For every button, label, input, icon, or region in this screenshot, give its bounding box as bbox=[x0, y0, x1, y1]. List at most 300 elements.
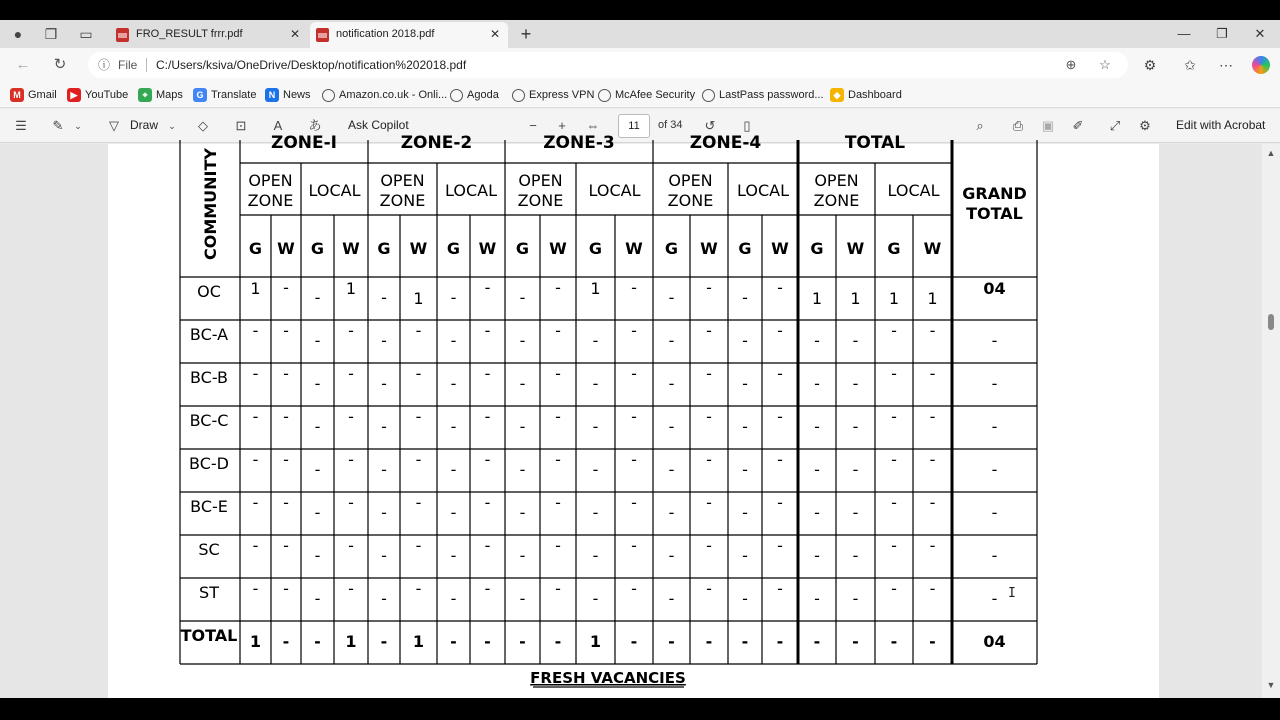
table-cell: - bbox=[555, 493, 561, 512]
table-cell: - bbox=[450, 331, 457, 350]
table-cell: - bbox=[415, 493, 422, 512]
workspaces-icon[interactable]: ❐ bbox=[44, 26, 58, 42]
youtube-icon: ▶ bbox=[67, 88, 81, 102]
table-cell: - bbox=[891, 450, 897, 469]
table-cell: - bbox=[706, 407, 712, 426]
section-title-fresh-vacancies: FRESH VACANCIES bbox=[530, 669, 686, 687]
table-cell: - bbox=[891, 536, 897, 555]
table-cell: - bbox=[668, 374, 675, 393]
table-cell: - bbox=[668, 589, 675, 608]
gw-header: G bbox=[887, 239, 901, 258]
globe-icon bbox=[598, 89, 611, 102]
table-cell: - bbox=[381, 331, 387, 350]
table-cell: - bbox=[668, 331, 675, 350]
highlight-icon[interactable]: ✎ bbox=[52, 118, 64, 133]
pdf-file-icon bbox=[116, 28, 129, 42]
table-cell: - bbox=[631, 278, 637, 297]
bookmark-amazon[interactable]: Amazon.co.uk - Onli... bbox=[322, 87, 447, 103]
rotate-icon[interactable]: ↺ bbox=[704, 118, 716, 133]
scroll-up-icon[interactable]: ▲ bbox=[1266, 148, 1276, 158]
open-zone-header: ZONE bbox=[247, 191, 294, 210]
table-cell: - bbox=[348, 493, 354, 512]
table-grid bbox=[180, 140, 1037, 664]
table-cell: - bbox=[314, 546, 321, 565]
table-cell: - bbox=[852, 546, 859, 565]
table-cell: - bbox=[314, 288, 321, 307]
address-row bbox=[0, 48, 1280, 82]
favorites-icon[interactable]: ✩ bbox=[1184, 57, 1196, 73]
url-text[interactable]: C:/Users/ksiva/OneDrive/Desktop/notification%202018.pdf bbox=[156, 58, 467, 72]
close-icon[interactable]: ✕ bbox=[489, 27, 500, 41]
grand-total-cell: - bbox=[991, 589, 998, 608]
gw-header: G bbox=[310, 239, 325, 258]
table-cell: - bbox=[381, 374, 387, 393]
open-zone-header: OPEN bbox=[248, 171, 293, 190]
grand-total-cell: - bbox=[991, 374, 998, 393]
local-header: LOCAL bbox=[737, 181, 789, 200]
window-close-icon[interactable]: ✕ bbox=[1254, 26, 1266, 41]
table-cell: - bbox=[742, 417, 748, 436]
pdf-viewport[interactable] bbox=[0, 133, 1280, 698]
restore-icon[interactable]: ❐ bbox=[1216, 26, 1228, 41]
table-cell: - bbox=[282, 632, 290, 651]
table-cell: - bbox=[814, 589, 820, 608]
read-aloud-icon[interactable]: A bbox=[273, 118, 283, 133]
fullscreen-icon[interactable]: ⤢ bbox=[1109, 118, 1121, 133]
table-cell: - bbox=[852, 460, 859, 479]
table-cell: - bbox=[668, 503, 675, 522]
grand-total-header: TOTAL bbox=[966, 204, 1023, 223]
row-label: BC-A bbox=[189, 325, 229, 344]
pdf-file-icon bbox=[316, 28, 329, 42]
table-cell: - bbox=[929, 407, 936, 426]
table-cell: - bbox=[706, 536, 712, 555]
table-cell: - bbox=[252, 321, 259, 340]
table-cell: - bbox=[891, 407, 897, 426]
table-cell: - bbox=[929, 321, 936, 340]
table-cell: - bbox=[381, 417, 387, 436]
table-cell: - bbox=[852, 331, 859, 350]
page-number-input[interactable]: 11 bbox=[618, 114, 650, 138]
ask-copilot-button[interactable]: Ask Copilot bbox=[348, 118, 409, 132]
table-cell: 1 bbox=[412, 632, 425, 651]
table-cell: - bbox=[777, 493, 783, 512]
bookmark-gmail[interactable]: M Gmail bbox=[10, 87, 57, 103]
bookmark-lastpass[interactable]: LastPass password... bbox=[702, 87, 824, 103]
browser-window bbox=[0, 20, 1280, 698]
table-cell: - bbox=[314, 460, 321, 479]
table-cell: - bbox=[852, 589, 859, 608]
table-cell: - bbox=[519, 503, 526, 522]
table-cell: - bbox=[314, 632, 321, 651]
bookmark-translate[interactable]: G Translate bbox=[193, 87, 256, 103]
bookmark-express-vpn[interactable]: Express VPN bbox=[512, 87, 594, 103]
table-cell: - bbox=[450, 632, 457, 651]
bookmark-youtube[interactable]: ▶ YouTube bbox=[67, 87, 128, 103]
info-icon[interactable]: ⓘ bbox=[98, 58, 111, 72]
grand-total-cell: 04 bbox=[983, 279, 1006, 298]
row-label: BC-C bbox=[189, 411, 229, 430]
table-cell: - bbox=[592, 417, 599, 436]
table-cell: - bbox=[415, 321, 422, 340]
settings-gear-icon[interactable]: ⚙ bbox=[1139, 118, 1151, 133]
table-cell: - bbox=[484, 278, 491, 297]
table-cell: - bbox=[381, 546, 387, 565]
table-cell: - bbox=[777, 321, 783, 340]
local-header: LOCAL bbox=[887, 181, 940, 200]
table-cell: - bbox=[814, 503, 820, 522]
globe-icon bbox=[450, 89, 463, 102]
gw-header: W bbox=[700, 239, 718, 258]
table-cell: - bbox=[555, 407, 561, 426]
table-cell: 1 bbox=[590, 279, 601, 298]
table-cell: - bbox=[252, 407, 259, 426]
gw-header: W bbox=[342, 239, 360, 258]
table-cell: - bbox=[742, 503, 748, 522]
table-cell: - bbox=[314, 503, 321, 522]
news-icon: N bbox=[265, 88, 279, 102]
table-cell: 1 bbox=[811, 289, 823, 308]
table-cell: - bbox=[519, 331, 526, 350]
table-cell: - bbox=[484, 450, 491, 469]
table-cell: - bbox=[283, 450, 289, 469]
bookmark-dashboard[interactable]: ◆ Dashboard bbox=[830, 87, 902, 103]
extensions-icon[interactable]: ⚙ bbox=[1143, 57, 1157, 73]
table-cell: - bbox=[929, 450, 936, 469]
table-cell: - bbox=[348, 407, 354, 426]
vertical-tabs-icon[interactable]: ▭ bbox=[79, 26, 93, 42]
table-cell: - bbox=[852, 632, 859, 651]
table-cell: - bbox=[631, 493, 637, 512]
save-as-icon[interactable]: ✐ bbox=[1072, 118, 1084, 133]
table-cell: - bbox=[348, 364, 354, 383]
zoom-out-icon[interactable]: − bbox=[529, 118, 537, 133]
table-cell: 1 bbox=[345, 632, 357, 651]
page-count: of 34 bbox=[658, 119, 683, 131]
table-cell: - bbox=[283, 278, 289, 297]
table-cell: - bbox=[631, 364, 637, 383]
table-cell: - bbox=[555, 278, 561, 297]
profile-icon[interactable]: ● bbox=[13, 26, 23, 42]
table-cell: - bbox=[929, 632, 936, 651]
table-cell: - bbox=[852, 374, 859, 393]
table-cell: - bbox=[592, 503, 599, 522]
table-cell: - bbox=[742, 460, 748, 479]
table-cell: - bbox=[348, 450, 354, 469]
row-label: BC-E bbox=[190, 497, 228, 516]
save-icon[interactable]: ▣ bbox=[1041, 118, 1055, 133]
row-label: BC-D bbox=[189, 454, 229, 473]
gw-header: G bbox=[446, 239, 461, 258]
table-cell: - bbox=[484, 493, 491, 512]
table-cell: - bbox=[252, 364, 259, 383]
bookmark-news[interactable]: N News bbox=[265, 87, 311, 103]
table-cell: - bbox=[380, 632, 388, 651]
gw-header: G bbox=[515, 239, 530, 258]
table-cell: - bbox=[484, 407, 491, 426]
table-cell: - bbox=[519, 460, 526, 479]
table-cell: - bbox=[415, 407, 422, 426]
table-cell: - bbox=[668, 546, 675, 565]
gw-header: G bbox=[588, 239, 603, 258]
table-cell: - bbox=[484, 321, 491, 340]
copilot-icon[interactable] bbox=[1252, 56, 1270, 74]
table-cell: - bbox=[381, 589, 387, 608]
bookmark-mcafee[interactable]: McAfee Security bbox=[598, 87, 695, 103]
scheme-label: File bbox=[118, 58, 138, 72]
table-cell: - bbox=[519, 288, 526, 307]
table-cell: - bbox=[519, 374, 526, 393]
table-cell: - bbox=[592, 546, 599, 565]
table-cell: - bbox=[592, 460, 599, 479]
fit-width-icon[interactable]: ⇔ bbox=[586, 118, 600, 133]
table-cell: - bbox=[706, 321, 712, 340]
table-cell: - bbox=[814, 374, 820, 393]
tab-fro-result[interactable] bbox=[110, 22, 308, 48]
table-cell: - bbox=[252, 536, 259, 555]
edit-with-acrobat-button[interactable]: Edit with Acrobat bbox=[1176, 118, 1266, 132]
table-cell: - bbox=[415, 536, 422, 555]
gw-header: W bbox=[625, 239, 643, 258]
open-zone-header: OPEN bbox=[668, 171, 713, 190]
grand-total-cell: - bbox=[991, 460, 998, 479]
row-label: SC bbox=[198, 540, 220, 559]
draw-icon[interactable]: ▽ bbox=[109, 118, 119, 133]
zone-header: ZONE-4 bbox=[689, 133, 762, 153]
table-cell: - bbox=[631, 579, 637, 598]
table-cell: - bbox=[777, 407, 783, 426]
new-tab-plus-icon[interactable]: + bbox=[520, 24, 532, 44]
table-cell: - bbox=[891, 321, 897, 340]
tab-notification-2018[interactable] bbox=[310, 22, 508, 48]
maps-icon: ⌖ bbox=[138, 88, 152, 102]
community-label: COMMUNITY bbox=[201, 147, 220, 261]
open-zone-header: ZONE bbox=[379, 191, 426, 210]
gw-header: W bbox=[549, 239, 567, 258]
table-cell: - bbox=[283, 579, 289, 598]
table-cell: - bbox=[929, 536, 936, 555]
open-zone-header: ZONE bbox=[813, 191, 860, 210]
table-cell: - bbox=[314, 331, 321, 350]
pdf-page bbox=[108, 133, 1159, 704]
table-cell: - bbox=[555, 536, 561, 555]
tab-title: FRO_RESULT frrr.pdf bbox=[136, 28, 243, 40]
translate-icon[interactable]: あ bbox=[308, 118, 322, 133]
zoom-in-icon[interactable]: + bbox=[558, 118, 566, 133]
gw-header: W bbox=[478, 239, 497, 258]
grand-total-cell: 04 bbox=[983, 632, 1006, 651]
table-cell: - bbox=[450, 288, 457, 307]
table-cell: - bbox=[929, 364, 936, 383]
address-bar[interactable] bbox=[88, 52, 1128, 78]
local-header: LOCAL bbox=[588, 181, 641, 200]
table-cell: - bbox=[484, 364, 491, 383]
table-cell: - bbox=[852, 417, 859, 436]
bookmark-agoda[interactable]: Agoda bbox=[450, 87, 499, 103]
table-cell: - bbox=[891, 493, 897, 512]
gmail-icon: M bbox=[10, 88, 24, 102]
table-cell: - bbox=[742, 374, 748, 393]
row-label: TOTAL bbox=[180, 626, 238, 645]
scrollbar-thumb[interactable] bbox=[1268, 314, 1274, 330]
local-header: LOCAL bbox=[445, 181, 497, 200]
draw-label[interactable]: Draw bbox=[130, 118, 159, 132]
table-text bbox=[181, 133, 1027, 651]
contents-list-icon[interactable]: ☰ bbox=[15, 118, 27, 133]
table-cell: - bbox=[381, 460, 387, 479]
open-zone-header: OPEN bbox=[814, 171, 859, 190]
open-zone-header: ZONE bbox=[517, 191, 564, 210]
table-cell: - bbox=[706, 493, 712, 512]
table-cell: - bbox=[777, 536, 783, 555]
zone-header: ZONE-I bbox=[271, 133, 337, 153]
table-cell: 1 bbox=[589, 632, 602, 651]
table-cell: - bbox=[813, 632, 821, 651]
minimize-icon[interactable]: — bbox=[1177, 26, 1191, 41]
table-cell: - bbox=[252, 579, 259, 598]
table-cell: - bbox=[741, 632, 749, 651]
table-cell: - bbox=[592, 374, 599, 393]
table-cell: - bbox=[706, 450, 712, 469]
table-cell: - bbox=[630, 632, 638, 651]
table-cell: - bbox=[314, 374, 321, 393]
table-cell: - bbox=[668, 632, 675, 651]
table-cell: - bbox=[450, 417, 457, 436]
table-cell: - bbox=[777, 278, 783, 297]
gw-header: W bbox=[846, 239, 865, 258]
table-cell: - bbox=[314, 589, 321, 608]
print-icon[interactable]: ⎙ bbox=[1012, 118, 1024, 133]
table-cell: - bbox=[555, 450, 561, 469]
divider bbox=[146, 58, 147, 72]
favorite-star-icon[interactable]: ☆ bbox=[1099, 57, 1111, 72]
table-cell: - bbox=[814, 460, 820, 479]
close-icon[interactable]: ✕ bbox=[289, 27, 300, 41]
table-cell: - bbox=[706, 278, 712, 297]
table-cell: - bbox=[742, 288, 748, 307]
table-cell: - bbox=[415, 364, 422, 383]
table-cell: - bbox=[668, 417, 675, 436]
table-cell: - bbox=[484, 579, 491, 598]
table-cell: - bbox=[891, 364, 897, 383]
gw-header: G bbox=[248, 239, 263, 258]
table-cell: - bbox=[631, 407, 637, 426]
gw-header: G bbox=[738, 239, 752, 258]
eraser-icon[interactable]: ◇ bbox=[198, 118, 208, 133]
table-cell: - bbox=[631, 450, 637, 469]
table-cell: - bbox=[348, 321, 354, 340]
row-label: ST bbox=[199, 583, 219, 602]
zoom-icon[interactable]: ⊕ bbox=[1065, 57, 1077, 72]
chevron-down-icon[interactable]: ⌄ bbox=[168, 121, 176, 131]
table-cell: - bbox=[929, 493, 936, 512]
open-zone-header: OPEN bbox=[380, 171, 425, 190]
table-cell: - bbox=[283, 493, 289, 512]
grand-total-header: GRAND bbox=[962, 184, 1027, 203]
gw-header: W bbox=[277, 239, 295, 258]
table-cell: - bbox=[450, 374, 457, 393]
grand-total-cell: - bbox=[991, 503, 998, 522]
table-cell: - bbox=[252, 450, 259, 469]
refresh-icon[interactable]: ↻ bbox=[53, 56, 67, 73]
table-cell: - bbox=[519, 589, 526, 608]
tab-strip bbox=[0, 20, 1280, 48]
table-cell: - bbox=[705, 632, 713, 651]
back-arrow-icon[interactable]: ← bbox=[15, 56, 31, 73]
search-icon[interactable]: ⌕ bbox=[976, 118, 984, 133]
table-cell: - bbox=[554, 632, 562, 651]
table-cell: - bbox=[631, 321, 637, 340]
table-cell: - bbox=[484, 632, 491, 651]
table-cell: - bbox=[592, 331, 599, 350]
page-view-icon[interactable]: ▯ bbox=[743, 118, 751, 133]
table-cell: - bbox=[852, 503, 859, 522]
grand-total-cell: - bbox=[991, 331, 998, 350]
table-cell: - bbox=[814, 331, 820, 350]
scroll-down-icon[interactable]: ▼ bbox=[1266, 680, 1276, 690]
local-header: LOCAL bbox=[308, 181, 361, 200]
gw-header: G bbox=[664, 239, 679, 258]
vertical-scrollbar[interactable] bbox=[1262, 144, 1280, 698]
text-box-icon[interactable]: ⊡ bbox=[235, 118, 247, 133]
table-cell: 1 bbox=[888, 289, 900, 308]
table-cell: 1 bbox=[927, 289, 938, 308]
zone-header: ZONE-2 bbox=[400, 133, 473, 153]
text-cursor-icon: I bbox=[1008, 586, 1016, 601]
grand-total-cell: - bbox=[991, 417, 998, 436]
table-cell: - bbox=[592, 589, 599, 608]
table-cell: - bbox=[777, 579, 783, 598]
bookmark-maps[interactable]: ⌖ Maps bbox=[138, 87, 183, 103]
table-cell: - bbox=[668, 460, 675, 479]
table-cell: 1 bbox=[413, 289, 424, 308]
table-cell: - bbox=[555, 364, 561, 383]
table-cell: - bbox=[450, 503, 457, 522]
gw-header: G bbox=[377, 239, 391, 258]
table-cell: - bbox=[814, 546, 820, 565]
screen-top-border bbox=[0, 0, 1280, 20]
more-menu-icon[interactable]: ⋯ bbox=[1219, 57, 1233, 73]
row-label: BC-B bbox=[189, 368, 229, 387]
table-cell: - bbox=[706, 579, 712, 598]
table-cell: - bbox=[381, 503, 387, 522]
table-cell: - bbox=[348, 579, 354, 598]
translate-icon: G bbox=[193, 88, 207, 102]
open-zone-header: ZONE bbox=[667, 191, 714, 210]
table-cell: - bbox=[891, 579, 897, 598]
globe-icon bbox=[512, 89, 525, 102]
table-cell: - bbox=[929, 579, 936, 598]
table-cell: - bbox=[283, 364, 289, 383]
table-cell: - bbox=[314, 417, 321, 436]
table-cell: 1 bbox=[345, 279, 357, 298]
table-cell: 1 bbox=[850, 289, 861, 308]
chevron-down-icon[interactable]: ⌄ bbox=[74, 121, 82, 131]
table-cell: - bbox=[706, 364, 712, 383]
table-cell: - bbox=[777, 364, 783, 383]
row-label: OC bbox=[197, 282, 221, 301]
table-cell: - bbox=[555, 579, 561, 598]
dashboard-icon: ◆ bbox=[830, 88, 844, 102]
table-cell: - bbox=[631, 536, 637, 555]
table-cell: - bbox=[519, 546, 526, 565]
globe-icon bbox=[322, 89, 335, 102]
table-cell: - bbox=[814, 417, 820, 436]
table-cell: - bbox=[742, 589, 748, 608]
table-cell: - bbox=[283, 536, 289, 555]
table-cell: - bbox=[484, 536, 491, 555]
table-cell: - bbox=[519, 632, 526, 651]
